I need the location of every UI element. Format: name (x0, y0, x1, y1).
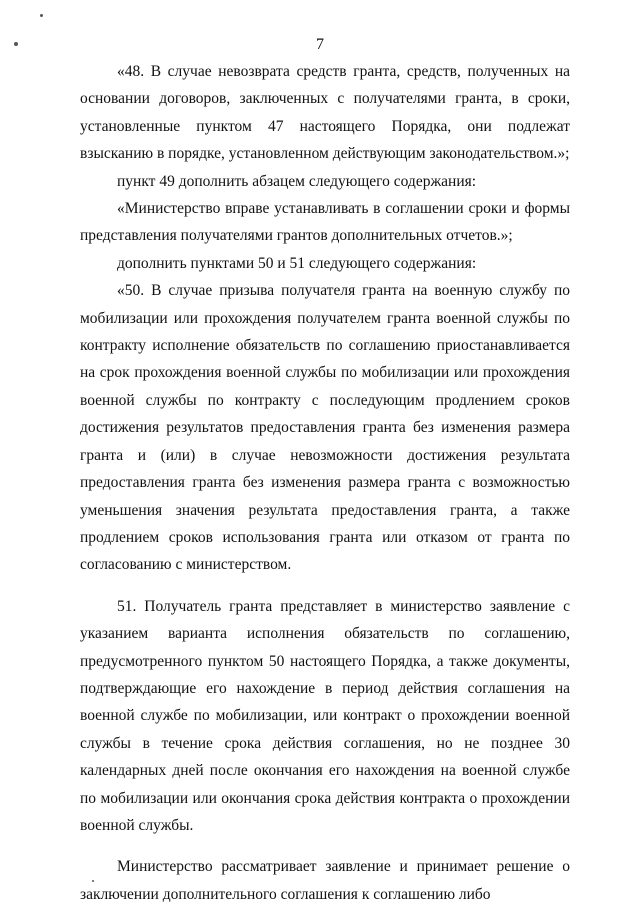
paragraph-49-text: «Министерство вправе устанавливать в соглашении сроки и формы представления получателями грантов дополнительных отчетов.»; (80, 200, 570, 245)
scan-speck (40, 14, 43, 17)
paragraph-amend-49: пункт 49 дополнить абзацем следующего содержания: (117, 172, 477, 190)
paragraph-51: 51. Получатель гранта представляет в министерство заявление с указанием варианта исполнения обязательств по соглашению, предусмотренного пунктом 50 настоящего Порядка, а также документы, подтверждающие его нахождение в период действия соглашения на военной службе по мобилизации, или контракт о прохождении военной службы в течение срока действия соглашения, но не позднее 30 календарных дней после окончания его нахождения на военной службе по мобилизации или окончания срока действия контракта о прохождении военной службы. (80, 597, 570, 834)
paragraph-48: «48. В случае невозврата средств гранта, средств, полученных на основании договоров, заключенных с получателями гранта, в сроки, установленные пунктом 47 настоящего Порядка, они подлежат взысканию в порядке, установленном действующим законодательством.»; (80, 63, 570, 163)
document-body (80, 58, 570, 908)
paragraph-add-50-51: дополнить пунктами 50 и 51 следующего содержания: (117, 254, 477, 272)
paragraph-ministry-decision: Министерство рассматривает заявление и принимает решение о заключении дополнительного соглашения к соглашению либо (80, 858, 570, 903)
paragraph-50: «50. В случае призыва получателя гранта на военную службу по мобилизации или прохождения получателем гранта военной службы по контракту исполнение обязательств по соглашению приостанавливается на срок прохождения военной службы по мобилизации или прохождения военной службы по контракту с последующим продлением сроков достижения результатов предоставления гранта без изменения размера гранта и (или) в случае невозможности достижения результата предоставления гранта без изменения размера гранта с возможностью уменьшения значения результата предоставления гранта, а также продлением сроков использования гранта или отказом от гранта по согласованию с министерством. (80, 282, 570, 574)
page-number: 7 (316, 36, 324, 53)
